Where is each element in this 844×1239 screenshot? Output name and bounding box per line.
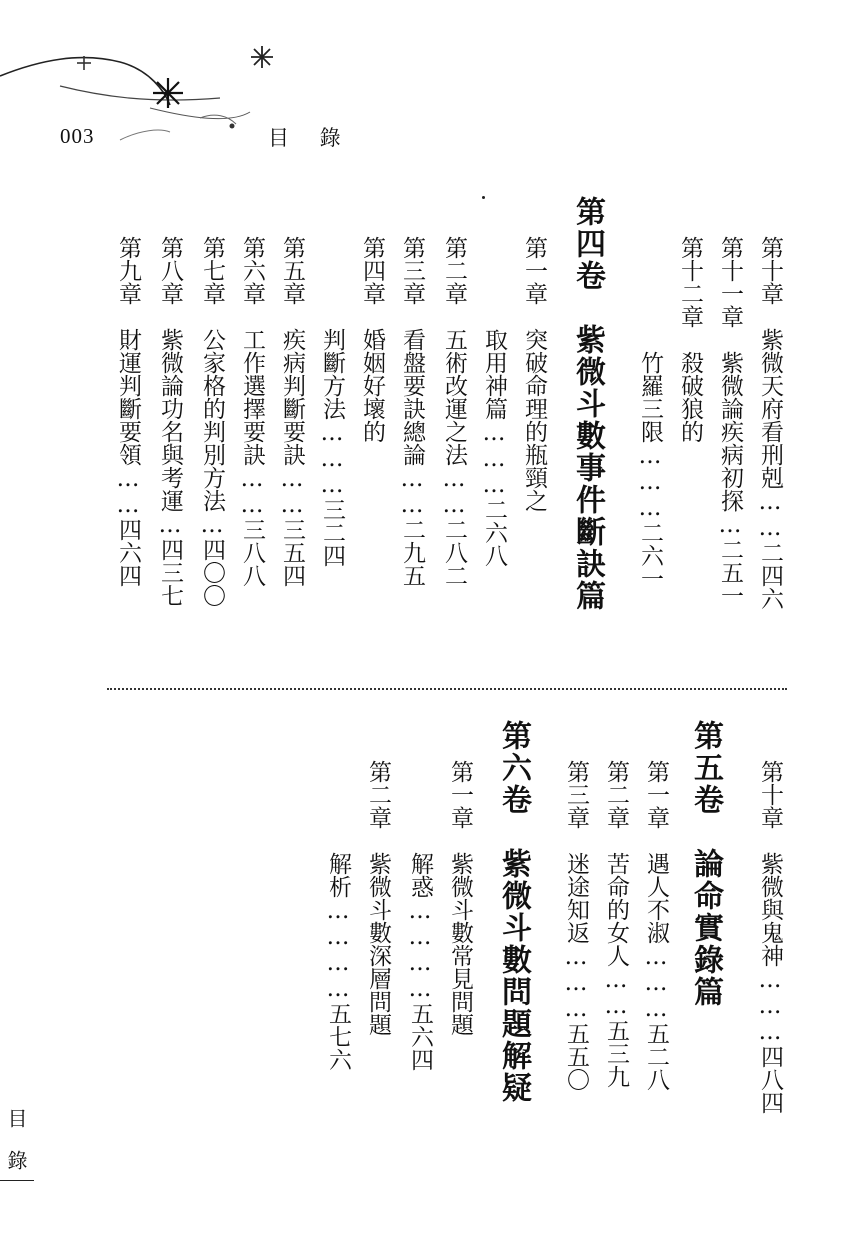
toc-entry: 第六章 工作選擇要訣……三八八 (239, 236, 265, 587)
toc-entry: 第三章 迷途知返………五五〇 (563, 760, 589, 1091)
toc-entry: 第十一章 紫微論疾病初探…二五一 (717, 236, 743, 607)
volume-heading: 第六卷 紫微斗數問題解疑 (496, 720, 531, 1104)
toc-entry: 解析…………五七六 (325, 760, 351, 1071)
section-divider (107, 688, 787, 690)
volume-heading: 第五卷 論命實錄篇 (688, 720, 723, 1008)
side-tab-rule (0, 1180, 34, 1181)
toc-entry: 第二章 紫微斗數深層問題 (365, 760, 391, 1036)
floral-ornament-icon (0, 0, 300, 160)
toc-entry: 第八章 紫微論功名與考運…四三七 (157, 236, 183, 607)
toc-entry: 第九章 財運判斷要領……四六四 (115, 236, 141, 587)
toc-entry: 解惑…………五六四 (407, 760, 433, 1071)
toc-entry: 第十章 紫微與鬼神………四八四 (757, 760, 783, 1114)
volume-heading: 第四卷 紫微斗數事件斷訣篇 (570, 196, 605, 612)
page-number: 003 (60, 124, 95, 148)
toc-entry: 判斷方法………三二四 (319, 236, 345, 567)
toc-entry: 第一章 紫微斗數常見問題 (447, 760, 473, 1036)
toc-entry: 第一章 遇人不淑………五二八 (643, 760, 669, 1091)
toc-entry: 第五章 疾病判斷要訣……三五四 (279, 236, 305, 587)
toc-entry: 第三章 看盤要訣總論……二九五 (399, 236, 425, 587)
toc-entry: 竹羅三限………二六一 (637, 236, 663, 590)
toc-entry: 第四章 婚姻好壞的 (359, 236, 385, 443)
toc-entry: 第二章 苦命的女人……五三九 (603, 760, 629, 1088)
ink-speck (482, 196, 485, 199)
toc-entry: 第二章 五術改運之法……二八二 (441, 236, 467, 587)
side-tab-label: 目錄 (4, 1108, 28, 1192)
toc-entry: 第一章 突破命理的瓶頸之 (521, 236, 547, 512)
toc-entry: 取用神篇………二六八 (481, 236, 507, 567)
running-head-title: 目 錄 (268, 126, 353, 150)
toc-entry: 第十二章 殺破狼的 (677, 236, 703, 443)
toc-entry: 第七章 公家格的判別方法…四〇〇 (199, 236, 225, 607)
toc-entry: 第十章 紫微天府看刑剋……二四六 (757, 236, 783, 610)
